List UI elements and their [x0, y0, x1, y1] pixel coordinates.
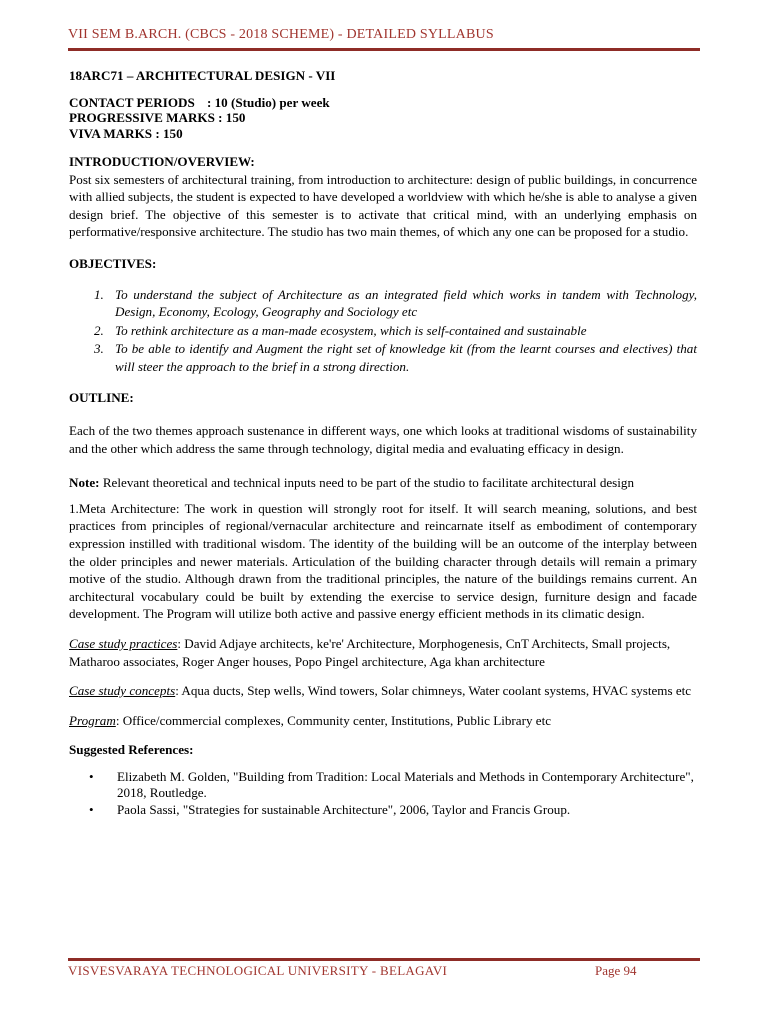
list-item — [69, 769, 697, 801]
footer-university: VISVESVARAYA TECHNOLOGICAL UNIVERSITY - BELAGAVI — [68, 963, 448, 978]
objectives-heading: OBJECTIVES: — [69, 255, 157, 271]
case-study-concepts-label: Case study concepts — [69, 683, 176, 699]
meta-architecture-paragraph — [69, 500, 697, 623]
note-text: Relevant theoretical and technical inputs need to be part of the studio to facilitate architectural design — [102, 475, 635, 491]
objective-number: 1. — [94, 286, 104, 302]
list-item — [69, 340, 697, 375]
outline-heading: OUTLINE: — [69, 389, 134, 405]
objectives-list — [69, 286, 697, 376]
outline-text: Each of the two themes approach sustenance in different ways, one which looks at traditional wisdoms of sustainability and the other which address the same through technology, digital media and evaluating efficacy in design. — [69, 423, 697, 456]
contact-periods-label: CONTACT PERIODS — [69, 94, 195, 110]
reference-text: Paola Sassi, "Strategies for sustainable Architecture", 2006, Taylor and Francis Group. — [117, 801, 571, 817]
references-heading: Suggested References: — [69, 742, 194, 758]
footer-page-number: Page 94 — [595, 963, 637, 978]
program-label: Program — [69, 712, 116, 728]
bullet-icon: • — [89, 801, 94, 817]
program-line — [69, 712, 697, 730]
progressive-marks: PROGRESSIVE MARKS : 150 — [69, 110, 246, 126]
page-header-title: VII SEM B.ARCH. (CBCS - 2018 SCHEME) - DETAILED SYLLABUS — [68, 27, 494, 42]
bullet-icon: • — [89, 769, 94, 785]
case-study-concepts — [69, 682, 697, 700]
meta-architecture-text: The work in question will strongly root for itself. It will search meaning, solutions, and best practices from principles of regional/vernacular architecture and reincarnate itself as embodiment of contemporary expression instilled with traditional wisdom. The identity of the building will be an outcome of the interplay between the older principles and newer materials. Articulation of the building character through details will remain a primary motive of the studio. Although drawn from the traditional principles, the nature of the buildings remains current. An architectural vocabulary could be built by extending the exercise to service design, furniture design and facade development. The Program will utilize both active and passive energy efficient methods in its climatic design. — [69, 500, 697, 622]
list-item — [69, 322, 697, 340]
objective-text: To understand the subject of Architecture as an integrated field which works in tandem with Technology, Design, Economy, Ecology, Geography and Sociology etc — [115, 286, 697, 320]
objective-number: 3. — [94, 341, 104, 357]
objective-text: To rethink architecture as a man-made ecosystem, which is self-contained and sustainable — [115, 322, 587, 338]
list-item — [69, 802, 697, 818]
program-text: : Office/commercial complexes, Community center, Institutions, Public Library etc — [115, 712, 552, 728]
case-study-practices-text: : David Adjaye architects, ke're' Architecture, Morphogenesis, CnT Architects, Small projects, Matharoo associates, Roger Anger houses, Popo Pingel architecture, Aga khan architecture — [69, 636, 671, 669]
references-list — [69, 769, 697, 817]
note-label: Note: — [69, 475, 100, 491]
reference-text: Elizabeth M. Golden, "Building from Tradition: Local Materials and Methods in Contemporary Architecture", 2018, Routledge. — [117, 769, 694, 800]
intro-text: Post six semesters of architectural training, from introduction to architecture: design of public buildings, in concurrence with allied subjects, the student is expected to have developed a worldview with which he/she is able to analyse a given design brief. The objective of this semester is to activate that critical mind, with an underlying emphasis on performative/responsive architecture. The studio has two main themes, of which any one can be proposed for a studio. — [69, 171, 697, 240]
header-divider — [68, 48, 700, 51]
case-study-practices — [69, 635, 697, 670]
note-paragraph — [69, 474, 697, 492]
course-code-title: 18ARC71 – ARCHITECTURAL DESIGN - VII — [69, 68, 336, 83]
case-study-concepts-text: : Aqua ducts, Step wells, Wind towers, Solar chimneys, Water coolant systems, HVAC systems etc — [175, 683, 692, 699]
meta-architecture-label: 1.Meta Architecture: — [69, 500, 180, 516]
contact-periods-value: : 10 (Studio) per week — [207, 94, 330, 110]
objective-number: 2. — [94, 322, 104, 338]
syllabus-body — [69, 64, 697, 818]
course-meta — [69, 95, 697, 142]
case-study-practices-label: Case study practices — [69, 636, 178, 652]
objective-text: To be able to identify and Augment the right set of knowledge kit (from the learnt courses and electives) that will steer the approach to the brief in a strong direction. — [115, 341, 697, 374]
intro-heading: INTRODUCTION/OVERVIEW: — [69, 153, 255, 169]
footer-divider — [68, 958, 700, 961]
viva-marks: VIVA MARKS : 150 — [69, 126, 183, 142]
list-item — [69, 286, 697, 321]
